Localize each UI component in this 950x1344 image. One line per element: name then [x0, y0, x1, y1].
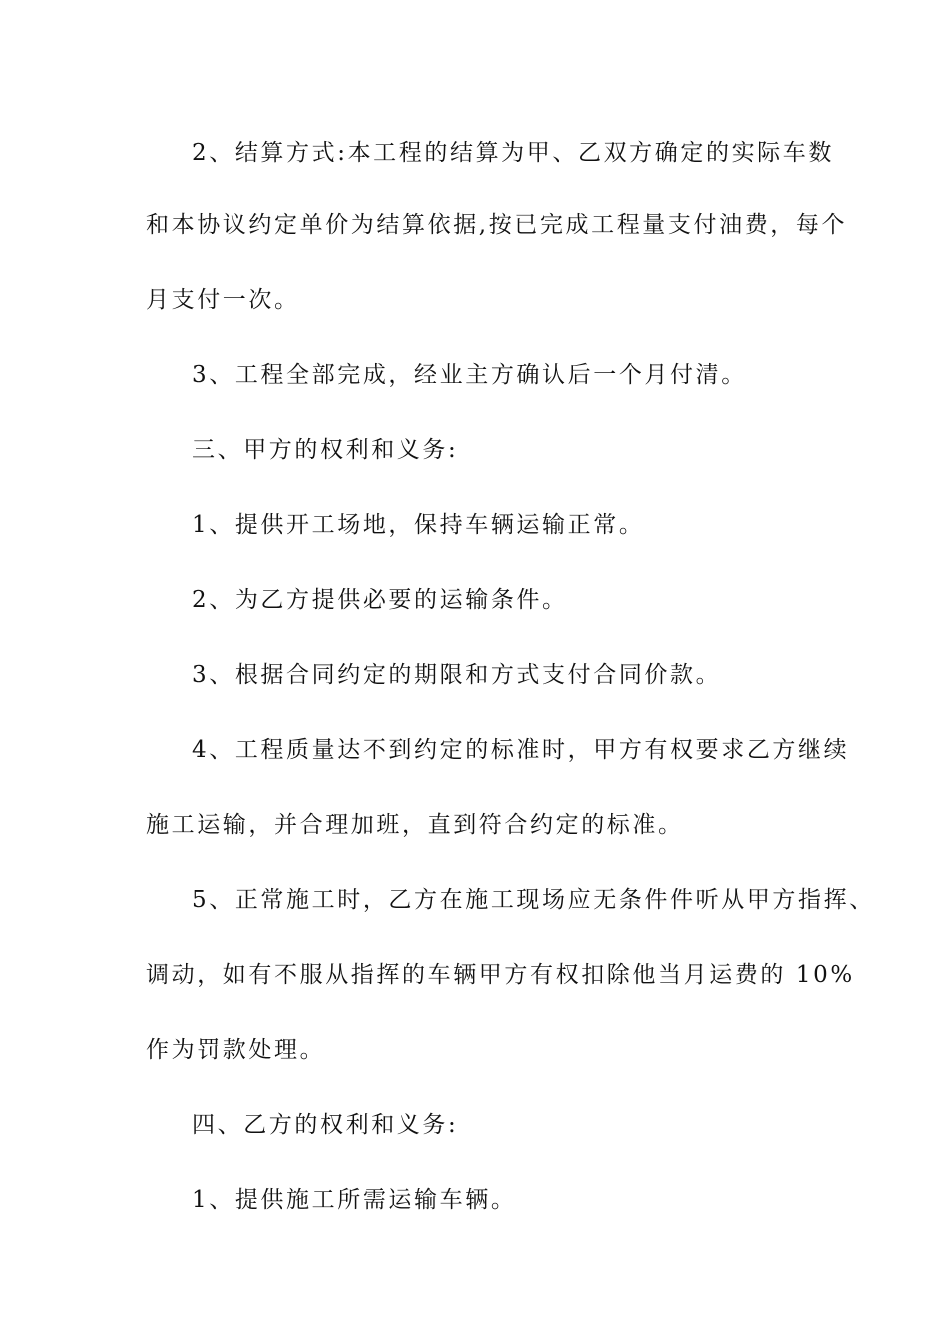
paragraph-line: 作为罚款处理。: [146, 1037, 326, 1063]
paragraph-line: 4、工程质量达不到约定的标准时，甲方有权要求乙方继续: [192, 737, 850, 763]
paragraph-line: 5、正常施工时，乙方在施工现场应无条件件听从甲方指挥、: [192, 887, 875, 913]
paragraph-line: 3、工程全部完成，经业主方确认后一个月付清。: [192, 362, 747, 388]
paragraph-line: 1、提供开工场地，保持车辆运输正常。: [192, 512, 645, 538]
section-heading: 四、乙方的权利和义务:: [192, 1112, 459, 1138]
paragraph-line: 1、提供施工所需运输车辆。: [192, 1187, 517, 1213]
paragraph-line: 施工运输，并合理加班，直到符合约定的标准。: [146, 812, 684, 838]
section-heading: 三、甲方的权利和义务:: [192, 437, 459, 463]
paragraph-line: 月支付一次。: [146, 287, 300, 313]
paragraph-line: 调动，如有不服从指挥的车辆甲方有权扣除他当月运费的 10%: [146, 962, 855, 988]
paragraph-line: 和本协议约定单价为结算依据,按已完成工程量支付油费，每个: [146, 212, 848, 238]
paragraph-line: 2、为乙方提供必要的运输条件。: [192, 587, 568, 613]
paragraph-line: 2、结算方式:本工程的结算为甲、乙双方确定的实际车数: [192, 140, 834, 166]
paragraph-line: 3、根据合同约定的期限和方式支付合同价款。: [192, 662, 722, 688]
